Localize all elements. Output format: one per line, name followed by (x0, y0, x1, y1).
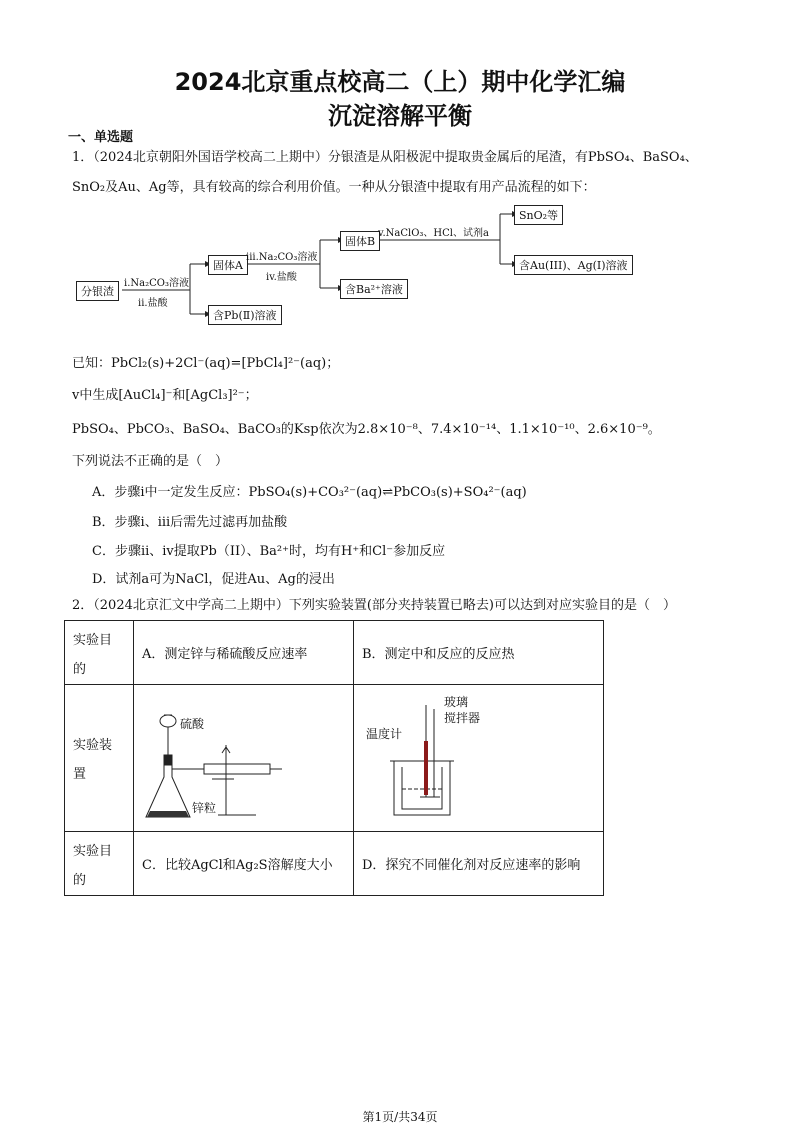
q1-known-line2: v中生成[AuCl₄]⁻和[AgCl₃]²⁻； (72, 388, 258, 403)
label-stirrer: 搅拌器 (444, 711, 481, 725)
label-glass: 玻璃 (444, 695, 469, 709)
flow-step3: v.NaClO₃、HCl、试剂a (378, 228, 489, 239)
flow-au-ag-box: 含Au(III)、Ag(I)溶液 (514, 255, 633, 275)
option-d-purpose: D．探究不同催化剂对反应速率的影响 (354, 832, 604, 896)
q2-stem: 2．（2024北京汇文中学高二上期中）下列实验装置(部分夹持装置已略去)可以达到对应实验目的是（ ） (72, 598, 676, 613)
zinc-acid-apparatus (134, 685, 337, 831)
row-label-purpose-2: 实验目 的 (65, 832, 134, 896)
q1-option-a: A．步骤i中一定发生反应：PbSO₄(s)+CO₃²⁻(aq)⇌PbCO₃(s)+SO₄²⁻(aq) (92, 485, 527, 500)
apparatus-b-cell (354, 685, 604, 832)
calorimeter-apparatus (354, 685, 587, 831)
flow-start-box: 分银渣 (76, 281, 119, 301)
flow-step2-bottom: iv.盐酸 (266, 272, 297, 283)
q1-stem-line1: 1．（2024北京朝阳外国语学校高二上期中）分银渣是从阳极泥中提取贵金属后的尾渣，有PbSO₄、BaSO₄、 (72, 150, 698, 165)
flow-solid-b-box: 固体B (340, 231, 380, 251)
row-label-apparatus: 实验装 置 (65, 685, 134, 832)
q1-known-line3: PbSO₄、PbCO₃、BaSO₄、BaCO₃的Ksp依次为2.8×10⁻⁸、7.4×10⁻¹⁴、1.1×10⁻¹⁰、2.6×10⁻⁹。 (72, 422, 661, 437)
q1-known-line1: 已知：PbCl₂(s)+2Cl⁻(aq)=[PbCl₄]²⁻(aq)； (72, 356, 340, 371)
flow-ba-box: 含Ba²⁺溶液 (340, 279, 408, 299)
q2-experiment-table (64, 620, 604, 896)
flow-step1-top: i.Na₂CO₃溶液 (124, 278, 189, 289)
label-thermometer: 温度计 (366, 727, 403, 741)
row-label-purpose: 实验目 的 (65, 621, 134, 685)
q1-option-d: D．试剂a可为NaCl，促进Au、Ag的浸出 (92, 572, 335, 587)
q1-stem-line2: SnO₂及Au、Ag等，具有较高的综合利用价值。一种从分银渣中提取有用产品流程的如下： (72, 180, 596, 195)
label-sulfuric-acid: 硫酸 (180, 717, 205, 731)
q1-option-c: C．步骤ii、iv提取Pb（II）、Ba²⁺时，均有H⁺和Cl⁻参加反应 (92, 544, 446, 559)
section-heading: 一、单选题 (68, 130, 134, 145)
option-b-purpose: B．测定中和反应的反应热 (354, 621, 604, 685)
q1-question: 下列说法不正确的是（ ） (72, 454, 229, 469)
q1-option-b: B．步骤i、iii后需先过滤再加盐酸 (92, 515, 288, 530)
flow-sno2-box: SnO₂等 (514, 205, 563, 225)
flow-pb-box: 含Pb(Ⅱ)溶液 (208, 305, 282, 325)
apparatus-a-cell (134, 685, 354, 832)
process-flowchart (70, 198, 650, 330)
document-title: 2024北京重点校高二（上）期中化学汇编 (174, 68, 626, 96)
page-footer: 第1页/共34页 (362, 1110, 438, 1124)
flow-step1-bottom: ii.盐酸 (138, 298, 168, 309)
flow-step2-top: iii.Na₂CO₃溶液 (246, 252, 318, 263)
flow-solid-a-box: 固体A (208, 255, 248, 275)
option-c-purpose: C．比较AgCl和Ag₂S溶解度大小 (134, 832, 354, 896)
option-a-purpose: A．测定锌与稀硫酸反应速率 (134, 621, 354, 685)
document-subtitle: 沉淀溶解平衡 (328, 102, 472, 130)
label-zinc: 锌粒 (192, 801, 217, 815)
